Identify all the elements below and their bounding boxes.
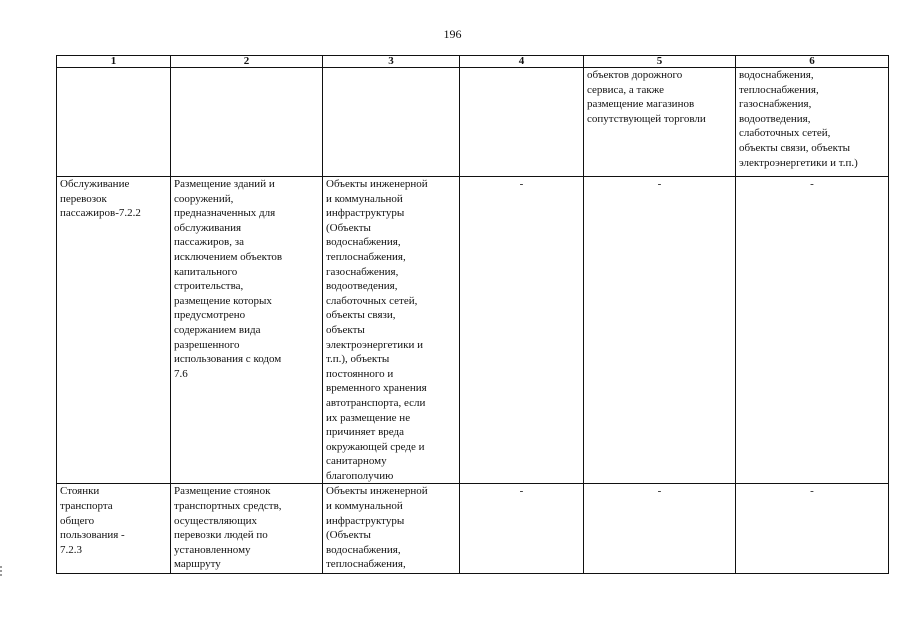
- column-header: 4: [460, 56, 584, 68]
- cell-text: Размещение зданий и сооружений, предназначенных для обслуживания пассажиров, за исключением объектов капитального строительства, размещение которых предусмотрено содержанием вида разрешенного использования с кодом 7.6: [174, 178, 283, 380]
- table-cell: [584, 177, 736, 484]
- cell-text: водоснабжения, теплоснабжения, газоснабжения, водоотведения, слаботочных сетей, объекты связи, объекты электроэнергетики и т.п.): [739, 69, 858, 169]
- column-header: 1: [57, 56, 171, 68]
- table-cell: [460, 484, 584, 574]
- table-row: [57, 484, 889, 574]
- page-number: 196: [443, 27, 462, 41]
- column-header: 5: [584, 56, 736, 68]
- table-row: [57, 68, 889, 177]
- table-cell: [171, 177, 323, 484]
- table-cell: [171, 484, 323, 574]
- cell-text: Обслуживание перевозок пассажиров-7.2.2: [60, 178, 141, 220]
- cell-text: Размещение стоянок транспортных средств, осуществляющих перевозки людей по установленному маршруту: [174, 485, 282, 571]
- cell-text: Объекты инженерной и коммунальной инфраструктуры (Объекты водоснабжения, теплоснабжения,: [326, 485, 428, 571]
- cell-text: -: [519, 485, 524, 498]
- scan-edge-mark: [0, 566, 2, 578]
- cell-text: -: [519, 178, 524, 190]
- table-cell: [584, 484, 736, 574]
- cell-text: -: [810, 178, 814, 190]
- table-cell: [736, 484, 889, 574]
- table-cell: [323, 177, 460, 484]
- cell-text: Объекты инженерной и коммунальной инфраструктуры (Объекты водоснабжения, теплоснабжения, газоснабжения, водоотведения, слаботочных сетей, объекты связи, объекты электроэнергетики и т.п.), объекты постоянного и временного хранения автотранспорта, если их размещение не причиняет вреда окружающей среде и санитарному благополучию: [326, 178, 428, 482]
- column-header: 6: [736, 56, 889, 68]
- column-header: 3: [323, 56, 460, 68]
- table-cell: [323, 484, 460, 574]
- zoning-table: [56, 55, 889, 574]
- cell-text: -: [657, 178, 662, 190]
- cell-text: Стоянки транспорта общего пользования - 7.2.3: [60, 485, 125, 556]
- cell-text: -: [657, 485, 662, 498]
- table-cell: [57, 177, 171, 484]
- cell-text: объектов дорожного сервиса, а также размещение магазинов сопутствующей торговли: [587, 69, 706, 125]
- table-header-row: [57, 56, 889, 68]
- table-cell: [736, 68, 889, 177]
- table-cell: [171, 68, 323, 177]
- column-header: 2: [171, 56, 323, 68]
- table-cell: [57, 68, 171, 177]
- table-cell: [460, 177, 584, 484]
- table-cell: [584, 68, 736, 177]
- table-cell: [460, 68, 584, 177]
- table-row: [57, 177, 889, 484]
- table-cell: [736, 177, 889, 484]
- table-cell: [323, 68, 460, 177]
- table-cell: [57, 484, 171, 574]
- cell-text: -: [810, 485, 814, 498]
